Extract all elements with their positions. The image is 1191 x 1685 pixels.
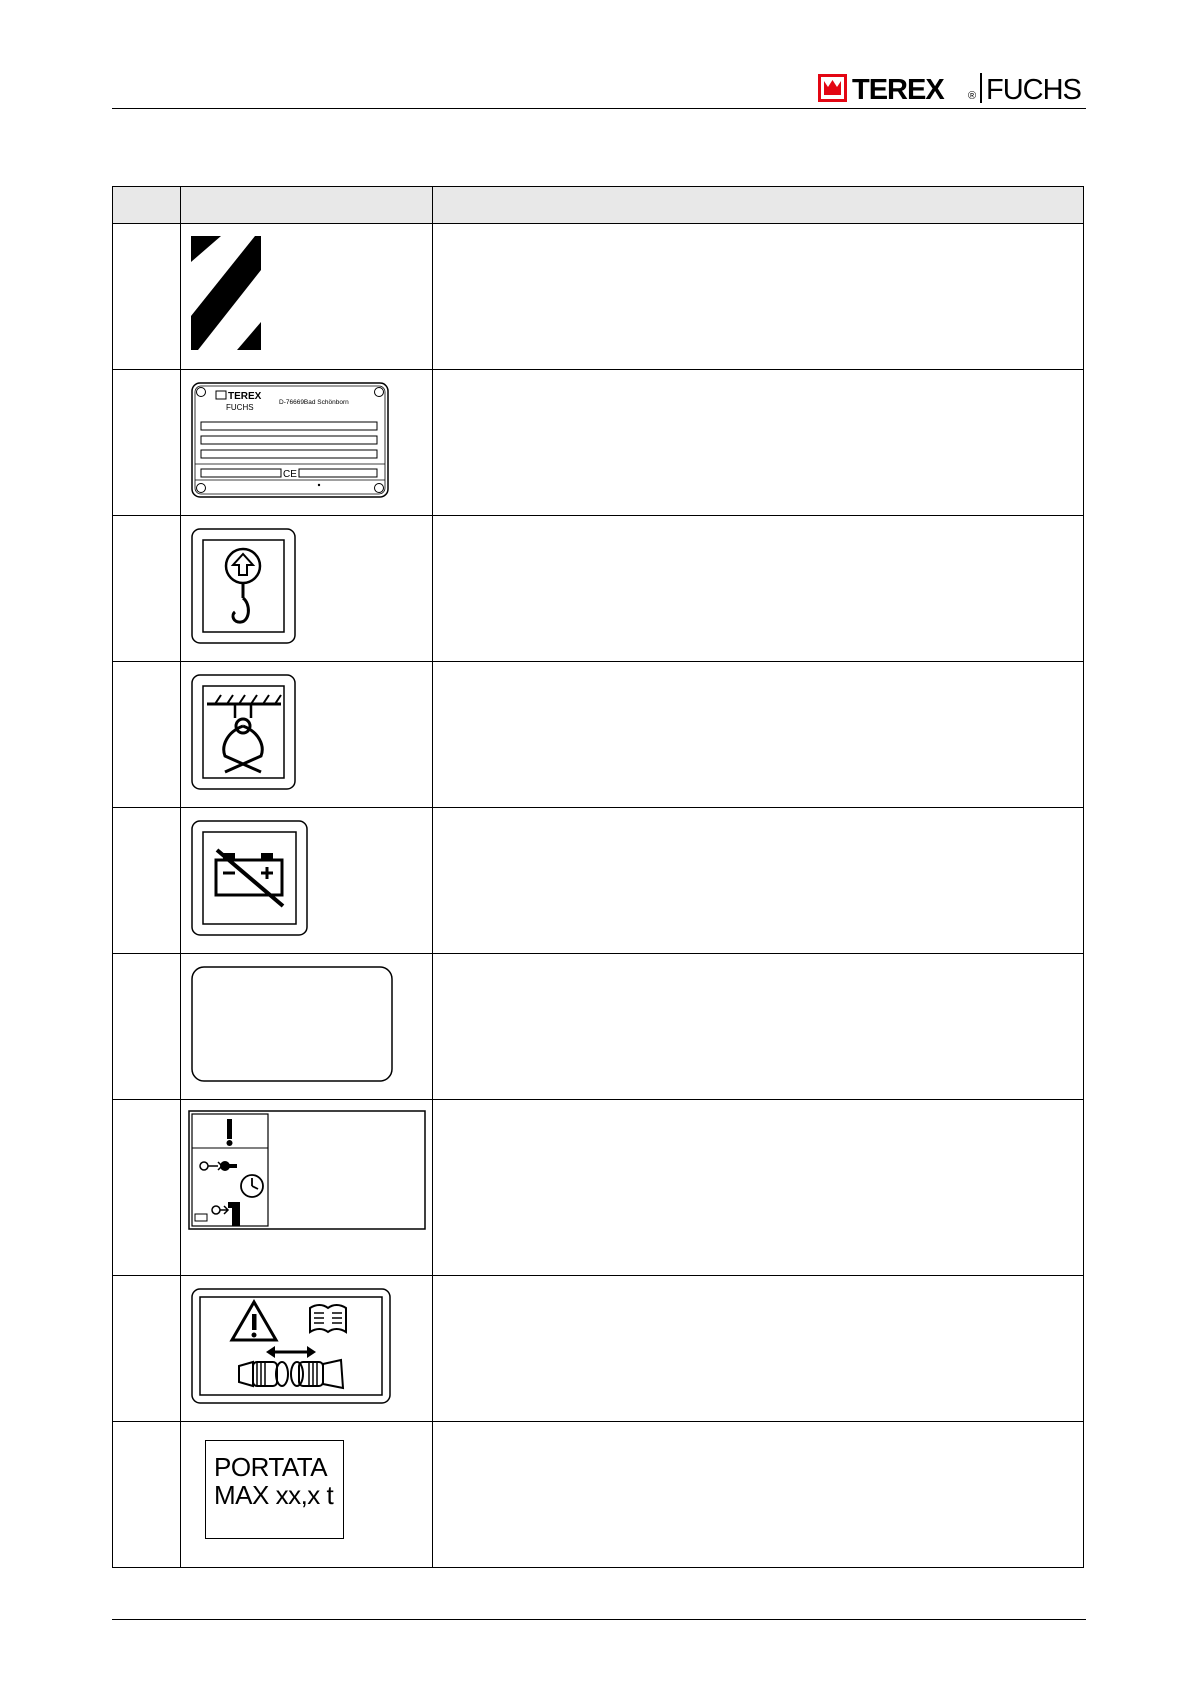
row-label-cell bbox=[181, 1100, 433, 1276]
table-row bbox=[113, 662, 1084, 808]
type-plate-icon bbox=[191, 382, 391, 500]
row-label-cell bbox=[181, 516, 433, 662]
table-row bbox=[113, 1100, 1084, 1276]
row-number-cell bbox=[113, 954, 181, 1100]
header-cell-number bbox=[113, 187, 181, 224]
battery-disconnect-icon bbox=[191, 820, 309, 938]
lifting-hook-icon bbox=[191, 528, 297, 646]
row-number-cell bbox=[113, 808, 181, 954]
footer-rule bbox=[112, 1619, 1086, 1620]
table-row bbox=[113, 370, 1084, 516]
plate-address: D-76669Bad Schönborn bbox=[279, 399, 349, 406]
row-label-cell bbox=[181, 224, 433, 370]
table-row bbox=[113, 808, 1084, 954]
hazard-stripes-icon bbox=[191, 236, 263, 352]
plate-brand-top: TEREX bbox=[228, 391, 262, 402]
warning-labels-table bbox=[112, 186, 1084, 1568]
logo-fuchs-text: FUCHS bbox=[986, 74, 1081, 104]
table-row bbox=[113, 1276, 1084, 1422]
plate-ce-mark: CE bbox=[283, 469, 297, 480]
table-row bbox=[113, 954, 1084, 1100]
max-load-line-1: PORTATA bbox=[214, 1452, 328, 1482]
terex-fuchs-logo bbox=[818, 72, 1086, 104]
row-description-cell bbox=[433, 370, 1084, 516]
row-description-cell bbox=[433, 1422, 1084, 1568]
tie-down-icon bbox=[191, 674, 297, 792]
row-number-cell bbox=[113, 224, 181, 370]
shutdown-procedure-icon bbox=[188, 1110, 428, 1232]
blank-plate-icon bbox=[191, 966, 395, 1084]
row-number-cell bbox=[113, 516, 181, 662]
logo-registered: ® bbox=[968, 90, 977, 102]
logo-terex-text: TEREX bbox=[852, 74, 944, 104]
row-description-cell bbox=[433, 224, 1084, 370]
row-label-cell bbox=[181, 808, 433, 954]
header-cell-description bbox=[433, 187, 1084, 224]
row-number-cell bbox=[113, 662, 181, 808]
row-description-cell bbox=[433, 516, 1084, 662]
header-cell-label bbox=[181, 187, 433, 224]
row-label-cell bbox=[181, 370, 433, 516]
row-description-cell bbox=[433, 954, 1084, 1100]
header-rule bbox=[112, 108, 1086, 109]
row-label-cell bbox=[181, 662, 433, 808]
row-label-cell bbox=[181, 1422, 433, 1568]
row-label-cell bbox=[181, 1276, 433, 1422]
table-row bbox=[113, 224, 1084, 370]
row-number-cell bbox=[113, 370, 181, 516]
max-load-plate bbox=[205, 1440, 344, 1539]
row-label-cell bbox=[181, 954, 433, 1100]
table-row bbox=[113, 1422, 1084, 1568]
table-row bbox=[113, 516, 1084, 662]
max-load-line-2: MAX xx,x t bbox=[214, 1480, 334, 1510]
row-description-cell bbox=[433, 662, 1084, 808]
row-number-cell bbox=[113, 1100, 181, 1276]
plate-brand-bottom: FUCHS bbox=[226, 403, 254, 412]
row-number-cell bbox=[113, 1422, 181, 1568]
row-description-cell bbox=[433, 1100, 1084, 1276]
table-header-row bbox=[113, 187, 1084, 224]
row-number-cell bbox=[113, 1276, 181, 1422]
hydraulic-coupling-warning-icon bbox=[191, 1288, 393, 1406]
row-description-cell bbox=[433, 1276, 1084, 1422]
row-description-cell bbox=[433, 808, 1084, 954]
